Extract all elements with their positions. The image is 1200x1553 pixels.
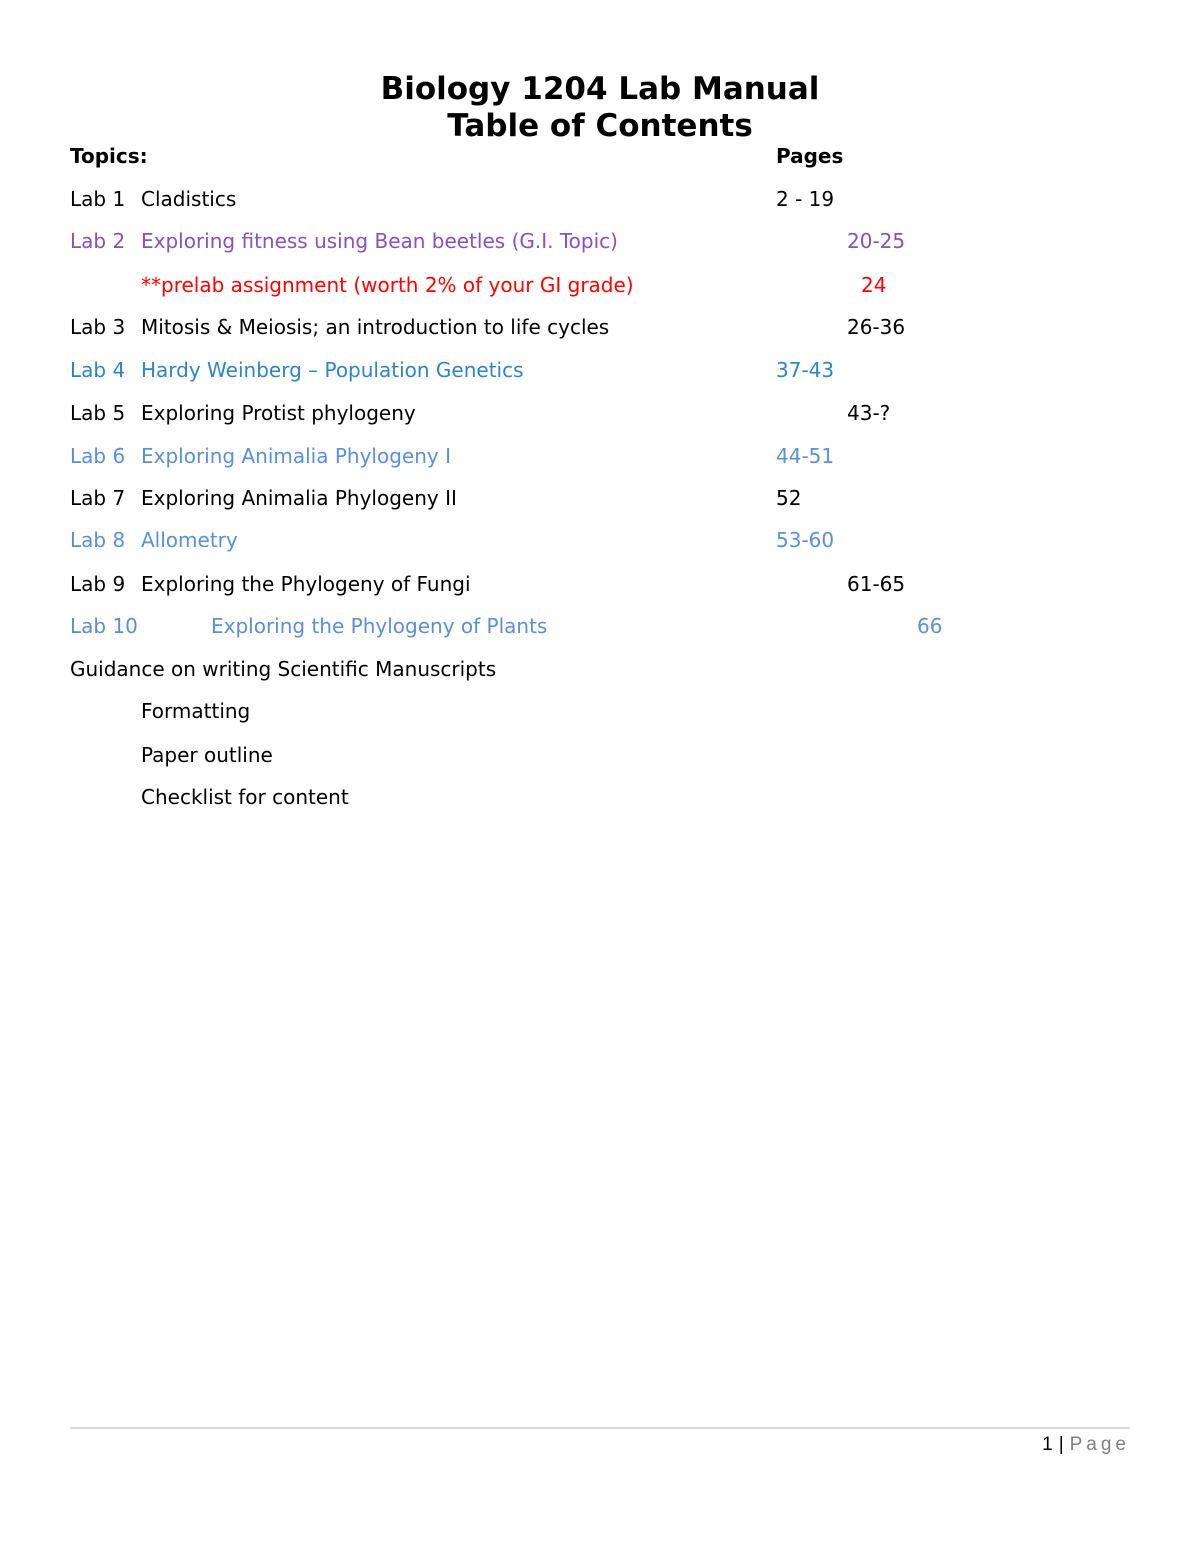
document-title: Biology 1204 Lab Manual [380, 71, 820, 107]
toc-lab-number: Lab 6 [70, 444, 126, 468]
toc-lab-number: Lab 4 [70, 358, 126, 382]
toc-row-lab-10 [0, 611, 1200, 641]
toc-lab-number: Lab 5 [70, 401, 126, 425]
toc-lab-pages: 53-60 [776, 528, 835, 552]
toc-row-lab-6 [0, 441, 1200, 471]
toc-prelab-note: **prelab assignment (worth 2% of your GI grade) [141, 273, 634, 297]
toc-lab-number: Lab 8 [70, 528, 126, 552]
guidance-item [0, 740, 1200, 770]
toc-lab-pages: 52 [776, 486, 802, 510]
toc-header-row [0, 141, 1200, 171]
guidance-heading: Guidance on writing Scientific Manuscripts [70, 657, 497, 681]
toc-lab-pages: 61-65 [847, 572, 906, 596]
toc-lab-title: Mitosis & Meiosis; an introduction to life cycles [141, 315, 610, 339]
guidance-item-formatting: Formatting [141, 699, 251, 723]
toc-lab-pages: 43-? [847, 401, 891, 425]
toc-lab-number: Lab 1 [70, 187, 126, 211]
toc-row-lab-2 [0, 226, 1200, 256]
toc-row-prelab-note [0, 270, 1200, 300]
toc-lab-number: Lab 3 [70, 315, 126, 339]
toc-lab-title: Cladistics [141, 187, 237, 211]
toc-lab-number: Lab 2 [70, 229, 126, 253]
toc-lab-pages: 26-36 [847, 315, 906, 339]
topics-header: Topics: [70, 144, 148, 168]
toc-row-lab-5 [0, 398, 1200, 428]
toc-lab-pages: 2 - 19 [776, 187, 835, 211]
toc-row-lab-4 [0, 355, 1200, 385]
guidance-item-checklist: Checklist for content [141, 785, 349, 809]
toc-lab-title: Exploring Protist phylogeny [141, 401, 416, 425]
footer-separator: | [1058, 1434, 1064, 1455]
guidance-item-paper-outline: Paper outline [141, 743, 273, 767]
toc-lab-number: Lab 7 [70, 486, 126, 510]
toc-row-lab-8 [0, 525, 1200, 555]
toc-lab-title: Exploring the Phylogeny of Plants [211, 614, 548, 638]
toc-lab-title: Exploring Animalia Phylogeny I [141, 444, 451, 468]
page-footer [1042, 1433, 1130, 1457]
toc-row-lab-7 [0, 483, 1200, 513]
guidance-item [0, 696, 1200, 726]
toc-lab-pages: 44-51 [776, 444, 835, 468]
toc-row-lab-3 [0, 312, 1200, 342]
toc-lab-title: Exploring the Phylogeny of Fungi [141, 572, 471, 596]
toc-lab-pages: 37-43 [776, 358, 835, 382]
toc-lab-title: Hardy Weinberg – Population Genetics [141, 358, 524, 382]
toc-lab-pages: 66 [917, 614, 943, 638]
guidance-item [0, 782, 1200, 812]
page-label: Page [1069, 1434, 1130, 1455]
toc-lab-pages: 20-25 [847, 229, 906, 253]
footer-divider [70, 1427, 1130, 1429]
page-number: 1 [1042, 1434, 1053, 1455]
pages-header: Pages [776, 144, 844, 168]
toc-row-lab-1 [0, 184, 1200, 214]
toc-lab-number: Lab 10 [70, 614, 138, 638]
toc-lab-title: Exploring Animalia Phylogeny II [141, 486, 457, 510]
document-subtitle: Table of Contents [447, 108, 753, 144]
guidance-heading-row [0, 654, 1200, 684]
toc-lab-title: Exploring fitness using Bean beetles (G.I. Topic) [141, 229, 618, 253]
toc-lab-title: Allometry [141, 528, 238, 552]
toc-lab-number: Lab 9 [70, 572, 126, 596]
toc-row-lab-9 [0, 569, 1200, 599]
toc-prelab-pages: 24 [861, 273, 887, 297]
